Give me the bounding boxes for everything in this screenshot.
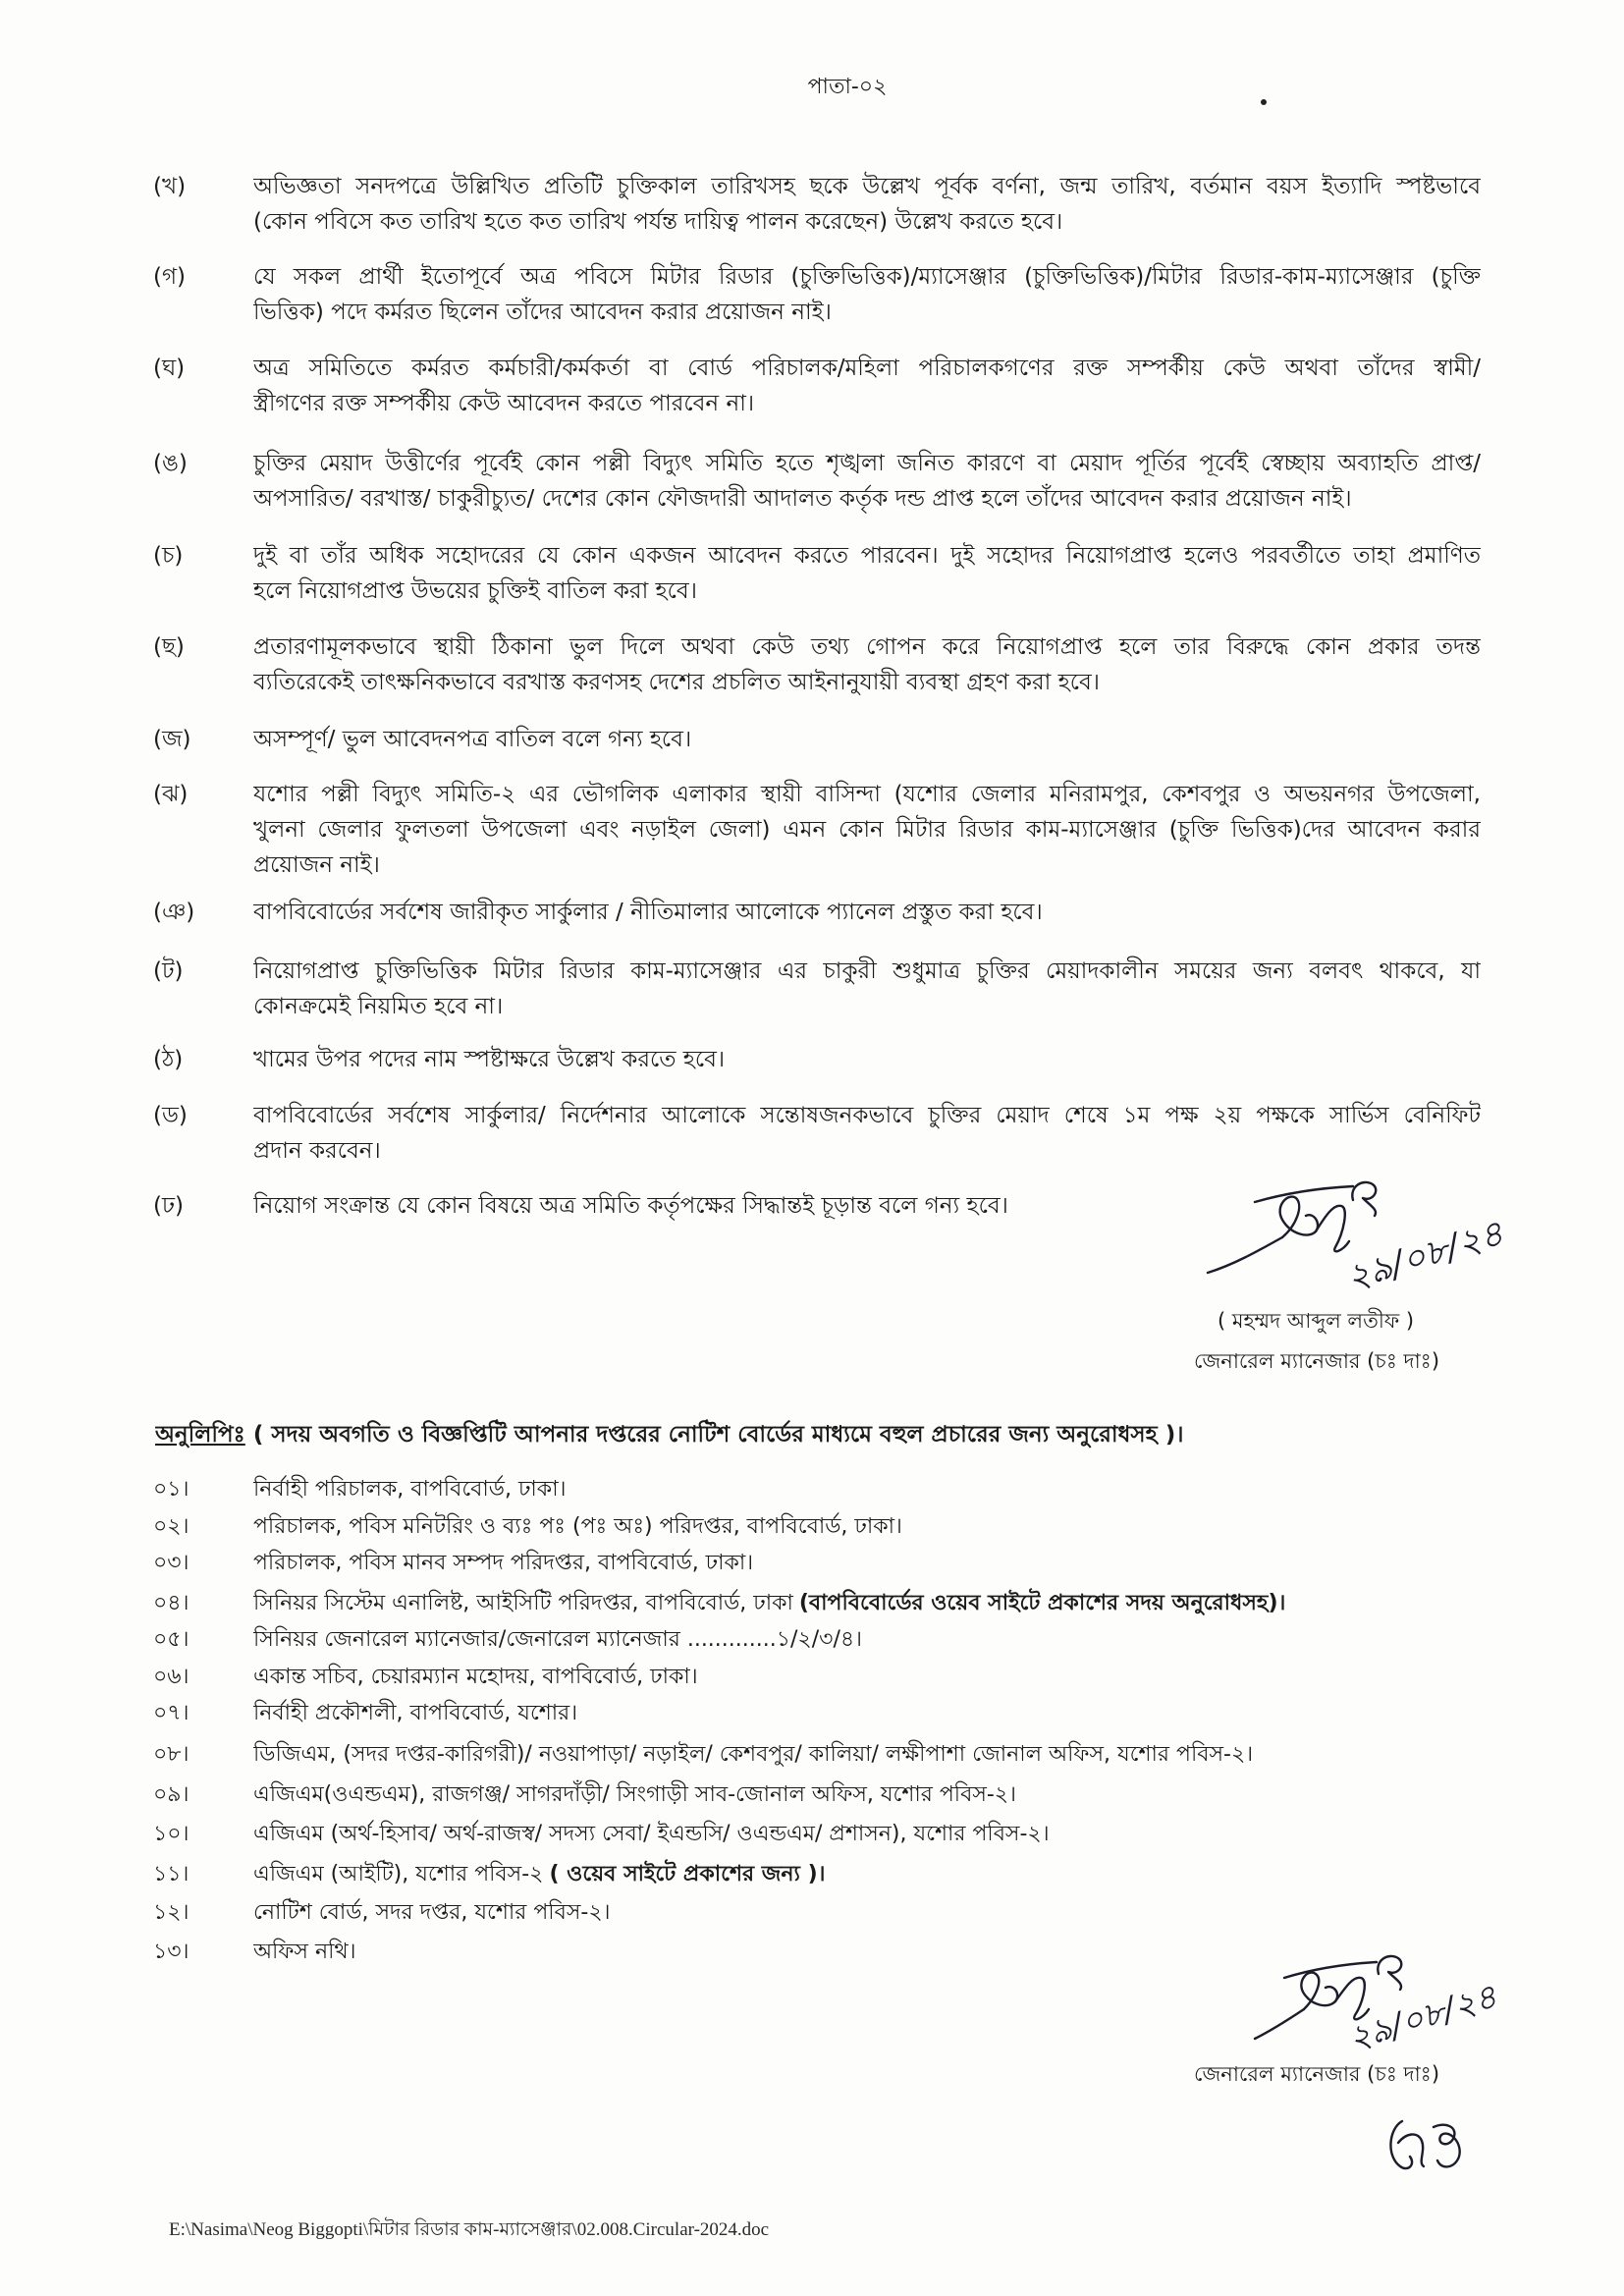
condition-line: প্রতারণামূলকভাবে স্থায়ী ঠিকানা ভুল দিলে অথবা কেউ তথ্য গোপন করে নিয়োগপ্রাপ্ত হলে তার বিরুদ্ধে কোন প্রকার তদন্ত	[253, 634, 1481, 660]
copy-item-number: ১৩।	[153, 1940, 189, 1964]
condition-label: (ঘ)	[153, 355, 186, 381]
condition-text	[253, 169, 1481, 240]
copy-item-text: এজিএম(ওএন্ডএম), রাজগঞ্জ/ সাগরদাঁড়ী/ সিংগাড়ী সাব-জোনাল অফিস, যশোর পবিস-২।	[253, 1782, 1016, 1807]
copy-item-emphasis: ( ওয়েব সাইটে প্রকাশের জন্য )।	[549, 1862, 826, 1886]
condition-label: (ড)	[153, 1103, 188, 1128]
condition-line: বাপবিবোর্ডের সর্বশেষ জারীকৃত সার্কুলার / নীতিমালার আলোকে প্যানেল প্রস্তুত করা হবে।	[253, 900, 1043, 925]
condition-line: খামের উপর পদের নাম স্পষ্টাক্ষরে উল্লেখ করতে হবে।	[253, 1047, 726, 1072]
condition-line: ব্যতিরেকেই তাৎক্ষনিকভাবে বরখাস্ত করণসহ দেশের প্রচলিত আইনানুযায়ী ব্যবস্থা গ্রহণ করা হবে।	[253, 670, 1100, 695]
condition-line: চুক্তির মেয়াদ উত্তীর্ণের পূর্বেই কোন পল্লী বিদ্যুৎ সমিতি হতে শৃঙ্খলা জনিত কারণে বা মেয়াদ পূর্তির পূর্বেই স্বেচ্ছায় অব্যাহতি প্রাপ্ত/	[253, 451, 1481, 476]
condition-line: নিয়োগপ্রাপ্ত চুক্তিভিত্তিক মিটার রিডার কাম-ম্যাসেঞ্জার এর চাকুরী শুধুমাত্র চুক্তির মেয়াদকালীন সময়ের জন্য বলবৎ থাকবে, যা	[253, 958, 1481, 984]
condition-line: বাপবিবোর্ডের সর্বশেষ সার্কুলার/ নির্দেশনার আলোকে সন্তোষজনকভাবে চুক্তির মেয়াদ শেষে ১ম পক্ষ ২য় পক্ষকে সার্ভিস বেনিফিট	[253, 1103, 1481, 1128]
copy-item-number: ১১।	[153, 1862, 189, 1886]
condition-line: প্রয়োজন নাই।	[253, 852, 380, 878]
copy-item-text: পরিচালক, পবিস মনিটরিং ও ব্যঃ পঃ (পঃ অঃ) পরিদপ্তর, বাপবিবোর্ড, ঢাকা।	[253, 1514, 902, 1539]
condition-line: দুই বা তাঁর অধিক সহোদরের যে কোন একজন আবেদন করতে পারবেন। দুই সহোদর নিয়োগপ্রাপ্ত হলেও পরবর্তীতে তাহা প্রমাণিত	[253, 543, 1481, 569]
copy-item-number: ০৯।	[153, 1782, 189, 1807]
condition-line: ভিত্তিক) পদে কর্মরত ছিলেন তাঁদের আবেদন করার প্রয়োজন নাই।	[253, 300, 832, 325]
condition-text	[253, 1042, 1481, 1077]
condition-text	[253, 777, 1481, 883]
condition-label: (ঞ)	[153, 900, 195, 925]
signature-date: ২৯/০৮/২৪	[1343, 1976, 1502, 2059]
page-number: পাতা-০২	[807, 75, 888, 99]
condition-label: (ঝ)	[153, 782, 189, 807]
copy-item-number: ০৩।	[153, 1551, 189, 1575]
condition-line: যে সকল প্রার্থী ইতোপূর্বে অত্র পবিসে মিটার রিডার (চুক্তিভিত্তিক)/ম্যাসেঞ্জার (চুক্তিভিত্তিক)/মিটার রিডার-কাম-ম্যাসেঞ্জার (চুক্তি	[253, 264, 1481, 290]
copy-item-text: নোটিশ বোর্ড, সদর দপ্তর, যশোর পবিস-২।	[253, 1900, 611, 1925]
condition-text	[253, 629, 1481, 700]
condition-text	[253, 538, 1481, 609]
copy-item-main: সিনিয়র সিস্টেম এনালিষ্ট, আইসিটি পরিদপ্তর, বাপবিবোর্ড, ঢাকা	[253, 1591, 793, 1615]
condition-line: হলে নিয়োগপ্রাপ্ত উভয়ের চুক্তিই বাতিল করা হবে।	[253, 578, 697, 604]
condition-text	[253, 954, 1481, 1024]
copy-item-number: ০৬।	[153, 1665, 189, 1689]
condition-label: (জ)	[153, 727, 191, 752]
closing-designation: জেনারেল ম্যানেজার (চঃ দাঃ)	[1194, 2062, 1440, 2086]
condition-line: স্ত্রীগণের রক্ত সম্পর্কীয় কেউ আবেদন করতে পারবেন না।	[253, 391, 755, 416]
condition-text	[253, 351, 1481, 421]
file-path: E:\Nasima\Neog Biggopti\মিটার রিডার কাম-ম্যাসেঞ্জার\02.008.Circular-2024.doc	[169, 2219, 770, 2240]
copy-item-text: ডিজিএম, (সদর দপ্তর-কারিগরী)/ নওয়াপাড়া/ নড়াইল/ কেশবপুর/ কালিয়া/ লক্ষীপাশা জোনাল অফিস, যশোর পবিস-২।	[253, 1742, 1254, 1767]
copy-item-number: ০৭।	[153, 1701, 189, 1725]
copy-item-number: ১০।	[153, 1822, 189, 1846]
signature-date: ২৯/০৮/২৪	[1341, 1213, 1509, 1299]
signatory-name: ( মহম্মদ আব্দুল লতীফ )	[1218, 1309, 1415, 1333]
copy-item-number: ০১।	[153, 1477, 189, 1502]
handwritten-mark	[1380, 2113, 1469, 2176]
condition-line: কোনক্রমেই নিয়মিত হবে না।	[253, 994, 504, 1019]
copy-item-text	[253, 1586, 1481, 1621]
condition-label: (ট)	[153, 958, 184, 984]
condition-label: (ঙ)	[153, 451, 188, 476]
condition-label: (চ)	[153, 543, 184, 569]
signature-2	[1249, 1948, 1543, 2062]
condition-line: অভিজ্ঞতা সনদপত্রে উল্লিখিত প্রতিটি চুক্তিকাল তারিখসহ ছকে উল্লেখ পূর্বক বর্ণনা, জন্ম তারিখ, বর্তমান বয়স ইত্যাদি স্পষ্টভাবে	[253, 174, 1481, 199]
condition-label: (ছ)	[153, 634, 185, 660]
condition-line: খুলনা জেলার ফুলতলা উপজেলা এবং নড়াইল জেলা) এমন কোন মিটার রিডার কাম-ম্যাসেঞ্জার (চুক্তি ভিত্তিক)দের আবেদন করার	[253, 817, 1481, 843]
copy-item-emphasis: (বাপবিবোর্ডের ওয়েব সাইটে প্রকাশের সদয় অনুরোধসহ)।	[798, 1591, 1286, 1615]
copy-item-number: ০৪।	[153, 1591, 189, 1615]
scan-dot	[1261, 99, 1267, 105]
copy-item-number: ০৫।	[153, 1627, 189, 1652]
copy-item-number: ০২।	[153, 1514, 189, 1539]
copy-to-note: ( সদয় অবগতি ও বিজ্ঞপ্তিটি আপনার দপ্তরের নোটিশ বোর্ডের মাধ্যমে বহুল প্রচারের জন্য অনুরোধসহ )।	[252, 1422, 1184, 1448]
condition-text	[253, 446, 1481, 517]
condition-text	[253, 895, 1481, 930]
copy-to-heading	[155, 1417, 1471, 1452]
signatory-designation: জেনারেল ম্যানেজার (চঃ দাঃ)	[1194, 1349, 1440, 1373]
signature-1	[1204, 1175, 1528, 1302]
copy-item-text: সিনিয়র জেনারেল ম্যানেজার/জেনারেল ম্যানেজার .............১/২/৩/৪।	[253, 1627, 863, 1652]
condition-text	[253, 259, 1481, 330]
condition-label: (খ)	[153, 174, 187, 199]
copy-item-text: নির্বাহী প্রকৌশলী, বাপবিবোর্ড, যশোর।	[253, 1701, 578, 1725]
copy-item-text	[253, 1857, 1481, 1892]
condition-line: প্রদান করবেন।	[253, 1138, 381, 1164]
copy-item-text: একান্ত সচিব, চেয়ারম্যান মহোদয়, বাপবিবোর্ড, ঢাকা।	[253, 1665, 698, 1689]
condition-line: অপসারিত/ বরখাস্ত/ চাকুরীচ্যুত/ দেশের কোন ফৌজদারী আদালত কর্তৃক দন্ড প্রাপ্ত হলে তাঁদের আবেদন করার প্রয়োজন নাই।	[253, 486, 1352, 512]
condition-label: (ঠ)	[153, 1047, 184, 1072]
copy-item-number: ১২।	[153, 1900, 189, 1925]
copy-to-label: অনুলিপিঃ	[155, 1422, 245, 1448]
condition-label: (গ)	[153, 264, 187, 290]
copy-item-main: এজিএম (আইটি), যশোর পবিস-২	[253, 1862, 544, 1886]
condition-text	[253, 1098, 1481, 1169]
condition-label: (ঢ)	[153, 1193, 184, 1219]
condition-line: (কোন পবিসে কত তারিখ হতে কত তারিখ পর্যন্ত দায়িত্ব পালন করেছেন) উল্লেখ করতে হবে।	[253, 209, 1063, 235]
condition-line: নিয়োগ সংক্রান্ত যে কোন বিষয়ে অত্র সমিতি কর্তৃপক্ষের সিদ্ধান্তই চূড়ান্ত বলে গন্য হবে।	[253, 1193, 1008, 1219]
copy-item-number: ০৮।	[153, 1742, 189, 1767]
copy-item-text: নির্বাহী পরিচালক, বাপবিবোর্ড, ঢাকা।	[253, 1477, 567, 1502]
condition-line: যশোর পল্লী বিদ্যুৎ সমিতি-২ এর ভৌগলিক এলাকার স্থায়ী বাসিন্দা (যশোর জেলার মনিরামপুর, কেশবপুর ও অভয়নগর উপজেলা,	[253, 782, 1481, 807]
copy-item-text: এজিএম (অর্থ-হিসাব/ অর্থ-রাজস্ব/ সদস্য সেবা/ ইএন্ডসি/ ওএন্ডএম/ প্রশাসন), যশোর পবিস-২।	[253, 1822, 1050, 1846]
copy-item-text: পরিচালক, পবিস মানব সম্পদ পরিদপ্তর, বাপবিবোর্ড, ঢাকা।	[253, 1551, 754, 1575]
condition-text	[253, 722, 1481, 757]
copy-item-text: অফিস নথি।	[253, 1940, 356, 1964]
condition-line: অসম্পূর্ণ/ ভুল আবেদনপত্র বাতিল বলে গন্য হবে।	[253, 727, 692, 752]
condition-line: অত্র সমিতিতে কর্মরত কর্মচারী/কর্মকর্তা বা বোর্ড পরিচালক/মহিলা পরিচালকগণের রক্ত সম্পর্কীয় কেউ অথবা তাঁদের স্বামী/	[253, 355, 1481, 381]
